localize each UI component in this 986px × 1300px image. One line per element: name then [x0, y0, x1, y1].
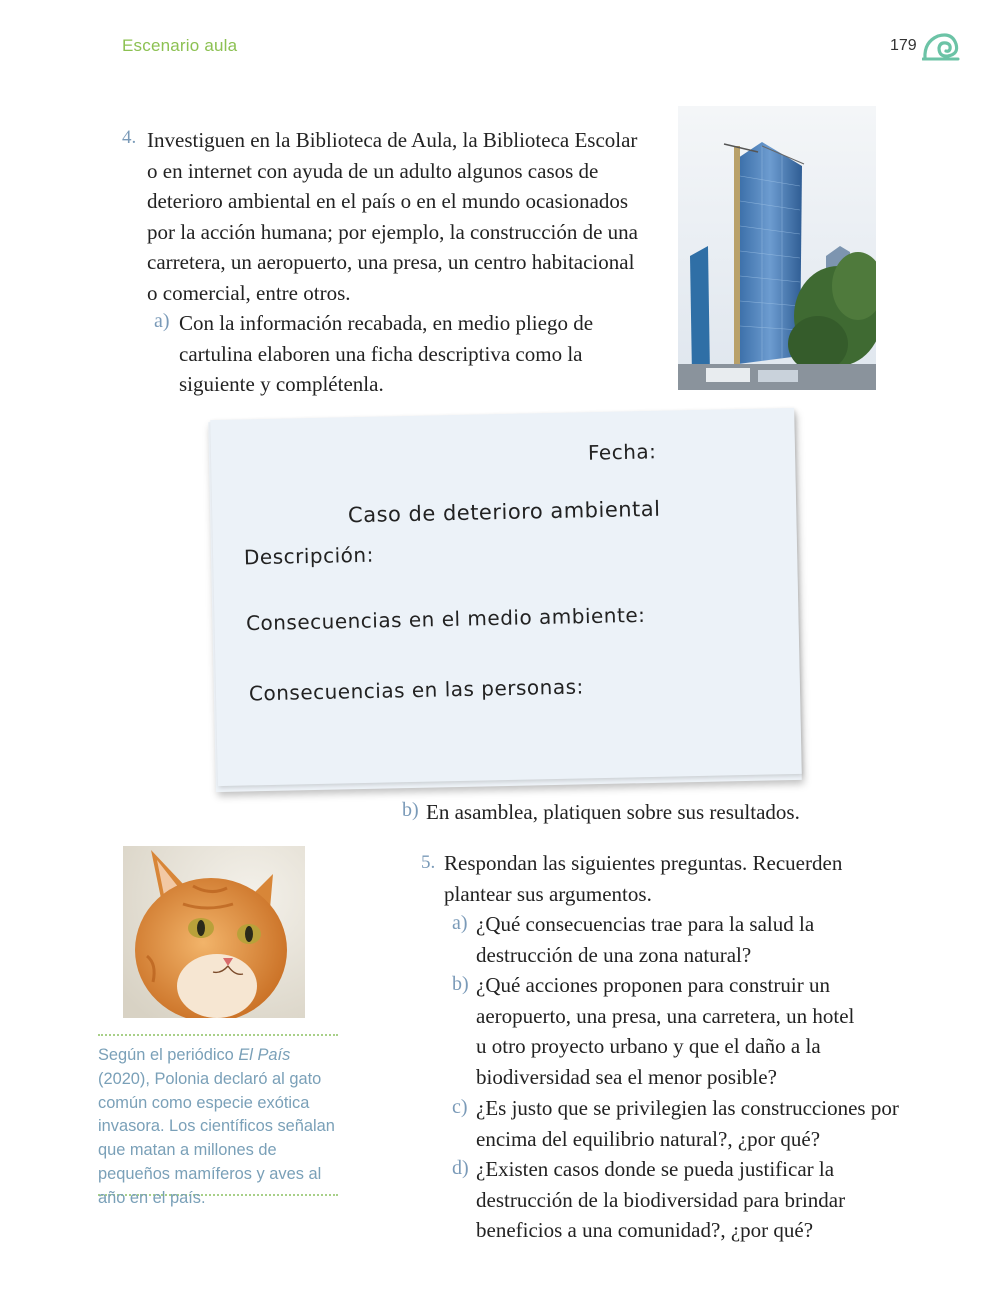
building-construction-photo	[678, 106, 876, 390]
card-people-label: Consecuencias en las personas:	[248, 674, 584, 706]
question-b	[476, 970, 854, 1092]
page-number: 179	[890, 37, 917, 54]
text-line: Investiguen en la Biblioteca de Aula, la Biblioteca Escolar	[147, 128, 638, 152]
question-b-letter: b)	[452, 973, 469, 995]
text-line: ¿Es justo que se privilegien las construcciones por	[476, 1096, 899, 1120]
text-line: beneficios a una comunidad?, ¿por qué?	[476, 1218, 814, 1243]
card-date-label: Fecha:	[587, 439, 657, 465]
caption-text-before: Según el periódico	[98, 1046, 239, 1064]
text-line: aeropuerto, una presa, una carretera, un hotel	[476, 1003, 855, 1028]
text-line: encima del equilibrio natural?, ¿por qué?	[476, 1126, 821, 1151]
text-line: u otro proyecto urbano y que el daño a la	[476, 1034, 821, 1059]
item-4-number: 4.	[122, 127, 137, 148]
text-line: cartulina elaboren una ficha descriptiva como la	[179, 341, 583, 366]
text-line: ¿Qué acciones proponen para construir un	[476, 973, 830, 997]
item-5-text	[444, 848, 842, 909]
question-c	[476, 1093, 899, 1154]
snail-icon	[922, 30, 960, 62]
text-line: ¿Qué consecuencias trae para la salud la	[476, 912, 815, 936]
descriptive-card	[210, 408, 802, 786]
item-4b-text: En asamblea, platiquen sobre sus resultados.	[426, 800, 800, 824]
text-line: deterioro ambiental en el país o en el mundo ocasionados	[147, 189, 629, 214]
item-5-number: 5.	[421, 852, 436, 873]
text-line: o comercial, entre otros.	[147, 280, 351, 305]
cat-photo	[123, 846, 305, 1018]
text-line: plantear sus argumentos.	[444, 881, 652, 906]
cat-caption-box	[98, 1034, 338, 1207]
question-a	[476, 909, 814, 970]
text-line: por la acción humana; por ejemplo, la construcción de una	[147, 219, 638, 244]
text-line: siguiente y complétenla.	[179, 372, 384, 397]
text-line: carretera, un aeropuerto, una presa, un centro habitacional	[147, 250, 635, 275]
item-4-text	[147, 125, 638, 309]
cat-caption	[98, 1044, 342, 1211]
section-header: Escenario aula	[122, 36, 238, 55]
card-title: Caso de deterioro ambiental	[347, 496, 661, 528]
text-line: Respondan las siguientes preguntas. Recuerden	[444, 851, 843, 875]
text-line: destrucción de una zona natural?	[476, 942, 752, 967]
question-a-letter: a)	[452, 912, 468, 934]
item-4a-text	[179, 308, 593, 400]
text-line: ¿Existen casos donde se pueda justificar la	[476, 1157, 835, 1181]
item-4a-letter: a)	[154, 310, 170, 332]
question-c-letter: c)	[452, 1096, 468, 1118]
item-4b-letter: b)	[402, 799, 419, 821]
text-line: biodiversidad sea el menor posible?	[476, 1064, 777, 1089]
card-description-label: Descripción:	[243, 542, 375, 570]
caption-source: El País	[238, 1046, 291, 1064]
text-line: destrucción de la biodiversidad para brindar	[476, 1187, 846, 1212]
question-d-letter: d)	[452, 1157, 469, 1179]
card-environment-label: Consecuencias en el medio ambiente:	[245, 602, 646, 636]
question-d	[476, 1154, 845, 1246]
caption-text-after: (2020), Polonia declaró al gato común como especie exótica invasora. Los científicos señalan que matan a millones de pequeños mamíferos y aves al año en el país.	[98, 1069, 335, 1207]
text-line: o en internet con ayuda de un adulto algunos casos de	[147, 158, 599, 183]
text-line: Con la información recabada, en medio pliego de	[179, 311, 594, 335]
